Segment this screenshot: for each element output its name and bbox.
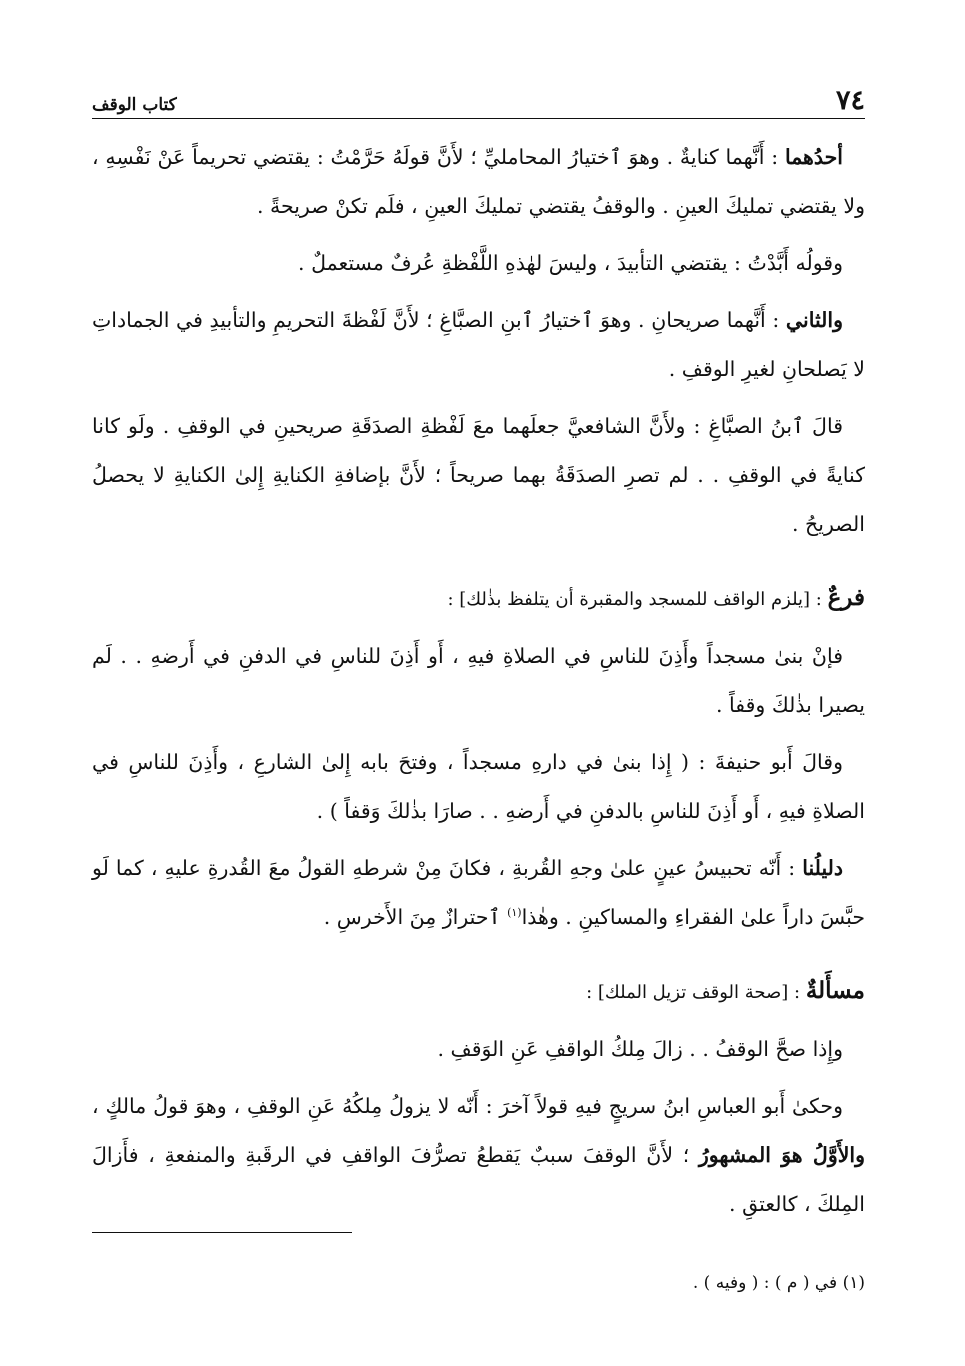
- far-heading-text: : [يلزم الواقف للمسجد والمقبرة أن يتلفظ بذٰلك] :: [447, 589, 828, 610]
- paragraph-ownership-removed: وإِذا صحَّ الوقفُ . . زالَ مِلكُ الواقفِ عَنِ الوَقفِ .: [437, 1037, 843, 1061]
- section-heading-masala: [92, 966, 865, 1017]
- paragraph-first-view: [92, 133, 865, 231]
- masala-heading-text: : [صحة الوقف تزيل الملك] :: [586, 982, 806, 1003]
- evidence-label: دليلُنا: [802, 856, 843, 880]
- book-title: كتاب الوقف: [92, 95, 177, 115]
- paragraph-abbadtu: وقولُه أَبَّدْتُ : يقتضي التأبيدَ ، وليسَ لهٰذهِ اللَّفْظةِ عُرفٌ مستعملٌ .: [298, 251, 843, 275]
- paragraph-ibn-surayj: [92, 1082, 865, 1229]
- evidence-text-a: : أَنّه تحبيسُ عينٍ علىٰ وجهِ القُربةِ ، فكانَ مِنْ شرطهِ القولُ معَ القُدرةِ عليهِ ، كما لَو حبَّسَ داراً علىٰ الفقراءِ والمساكينِ . وهٰذا: [92, 856, 865, 929]
- second-view-label: والثاني: [785, 308, 843, 332]
- footnote-divider: [92, 1232, 352, 1233]
- first-view-label: أحدُهما: [784, 145, 843, 169]
- footnote: (١) في ( م ) : ( وفيه ) .: [692, 1273, 865, 1293]
- paragraph-abu-hanifa: وقالَ أَبو حنيفةَ : ( إِذا بنىٰ في دارهِ مسجداً ، وفتحَ بابه إِلىٰ الشارعِ ، وأَذِنَ للناسِ في الصلاةِ فيهِ ، أَو أَذِنَ للناسِ بالدفنِ في أَرضهِ . . صارَا بذٰلكَ وَقفاً ) .: [92, 750, 865, 823]
- page-body: [92, 133, 865, 1229]
- ibn-surayj-text-b: ؛ لأَنَّ الوقفَ سببٌ يَقطعُ تصرُّفَ الواقفِ في الرقَبةِ والمنفعةِ ، فأَزالَ المِلكَ ، كالعتقِ .: [92, 1143, 865, 1216]
- ibn-surayj-bold: والأَوَّلُ هوَ المشهورُ: [698, 1143, 865, 1167]
- page-number: ٧٤: [835, 85, 865, 116]
- far-label: فرعٌ: [827, 584, 865, 611]
- paragraph-mosque: فإنْ بنىٰ مسجداً وأَذِنَ للناسِ في الصلاةِ فيهِ ، أَو أَذِنَ للناسِ في الدفنِ في أَرضهِ . . لَم يصيرا بذٰلكَ وقفاً .: [92, 644, 865, 717]
- second-view-text: : أَنَّهما صريحانِ . وهوَ ٱختيارُ ٱبنِ الصبَّاغِ ؛ لأَنَّ لَفْظةَ التحريمِ والتأبيدِ في الجماداتِ لا يَصلحانِ لغيرِ الوقفِ .: [92, 308, 865, 381]
- book-page: [92, 70, 865, 1330]
- masala-label: مسأَلةٌ: [805, 977, 865, 1004]
- section-heading-far: [92, 573, 865, 624]
- paragraph-ibn-sabbagh: قالَ ٱبنُ الصبَّاغِ : ولأَنَّ الشافعيَّ جعلَهما معَ لَفْظةِ الصدَقَةِ صريحينِ في الوقفِ . ولَو كانا كنايةً في الوقفِ . . لم تصرِ الصدَقَةُ بهما صريحاً ؛ لأَنَّ بإضافةِ الكنايةِ إِلىٰ الكنايةِ لا يحصلُ الصريحُ .: [92, 414, 865, 536]
- footnote-reference[interactable]: (١): [507, 906, 522, 920]
- first-view-text: : أَنَّهما كنايةٌ . وهوَ ٱختيارُ المحامليِّ ؛ لأَنَّ قولَهُ حَرَّمْتُ : يقتضي تحريماً عَنْ نَفْسِهِ ، ولا يقتضي تمليكَ العينِ . والوقفُ يقتضي تمليكَ العينِ ، فلَم تكنْ صريحةً .: [92, 145, 865, 218]
- ibn-surayj-text-a: وحكىٰ أَبو العباسِ ابنُ سريجٍ فيهِ قولاً آخرَ : أَنّه لا يزولُ مِلكُهُ عَنِ الوقفِ ، وهوَ قولُ مالكٍ ،: [92, 1094, 843, 1118]
- evidence-text-b: ٱحترازٌ مِنَ الأَخرسِ .: [323, 905, 508, 929]
- paragraph-evidence: [92, 844, 865, 942]
- running-head: [92, 70, 865, 119]
- paragraph-second-view: [92, 296, 865, 394]
